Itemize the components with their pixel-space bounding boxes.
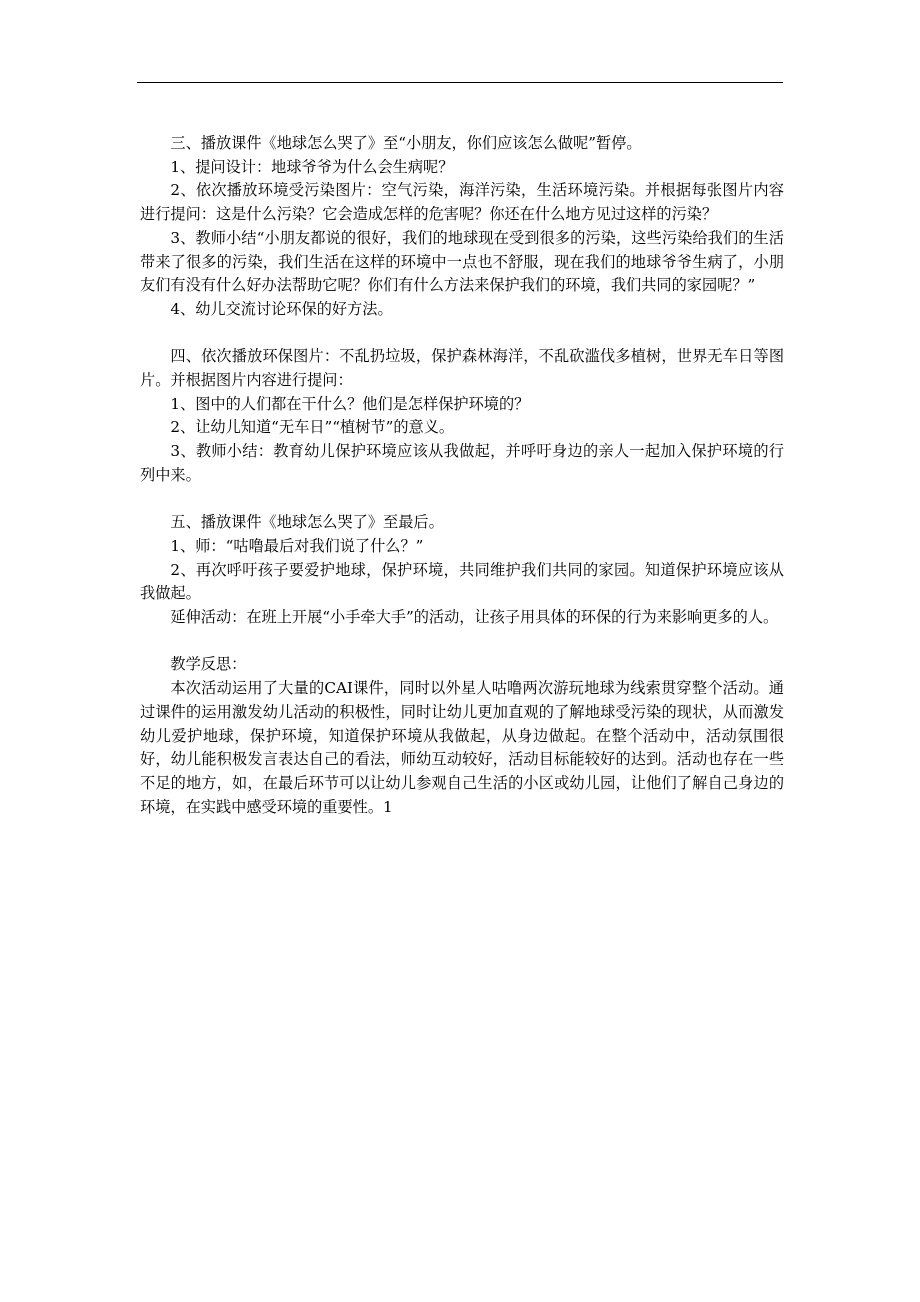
document-body (140, 132, 784, 819)
section-3-item-2: 2、依次播放环境受污染图片：空气污染，海洋污染，生活环境污染。并根据每张图片内容进行提问：这是什么污染？它会造成怎样的危害呢？你还在什么地方见过这样的污染？ (140, 181, 784, 224)
section-5-item-2: 2、再次呼吁孩子要爱护地球，保护环境，共同维护我们共同的家园。知道保护环境应该从我做起。 (140, 560, 784, 603)
reflection-heading: 教学反思： (170, 655, 247, 674)
section-4-heading: 四、依次播放环保图片：不乱扔垃圾，保护森林海洋，不乱砍滥伐多植树，世界无车日等图片。并根据图片内容进行提问： (140, 347, 784, 390)
section-4-item-1: 1、图中的人们都在干什么？他们是怎样保护环境的？ (170, 394, 530, 413)
reflection-body: 本次活动运用了大量的CAI课件，同时以外星人咕噜两次游玩地球为线索贯穿整个活动。通过课件的运用激发幼儿活动的积极性，同时让幼儿更加直观的了解地球受污染的现状，从而激发幼儿爱护地球，保护环境，知道保护环境从我做起，从身边做起。在整个活动中，活动氛围很好，幼儿能积极发言表达自己的看法，师幼互动较好，活动目标能较好的达到。活动也存在一些不足的地方，如，在最后环节可以让幼儿参观自己生活的小区或幼儿园，让他们了解自己身边的环境，在实践中感受环境的重要性。1 (140, 679, 784, 816)
section-3-item-3: 3、教师小结“小朋友都说的很好，我们的地球现在受到很多的污染，这些污染给我们的生活带来了很多的污染，我们生活在这样的环境中一点也不舒服，现在我们的地球爷爷生病了，小朋友们有没有什么好办法帮助它呢？你们有什么方法来保护我们的环境，我们共同的家园呢？” (140, 228, 784, 295)
section-4-item-3: 3、教师小结：教育幼儿保护环境应该从我做起，并呼吁身边的亲人一起加入保护环境的行列中来。 (140, 442, 784, 484)
section-5-heading: 五、播放课件《地球怎么哭了》至最后。 (170, 513, 444, 532)
section-5-item-1: 1、师：“咕噜最后对我们说了什么？” (170, 536, 424, 555)
paragraph-gap (140, 488, 784, 512)
paragraph-gap (140, 322, 784, 346)
extension-activity: 延伸活动：在班上开展“小手牵大手”的活动，让孩子用具体的环保的行为来影响更多的人。 (170, 608, 779, 627)
header-rule (137, 82, 783, 83)
section-3-item-4: 4、幼儿交流讨论环保的好方法。 (170, 299, 393, 318)
paragraph-gap (140, 630, 784, 654)
section-3-heading: 三、播放课件《地球怎么哭了》至“小朋友，你们应该怎么做呢”暂停。 (170, 134, 642, 152)
section-4-item-2: 2、让幼儿知道“无车日”“植树节”的意义。 (170, 418, 455, 437)
section-3-item-1: 1、提问设计：地球爷爷为什么会生病呢？ (170, 157, 454, 176)
